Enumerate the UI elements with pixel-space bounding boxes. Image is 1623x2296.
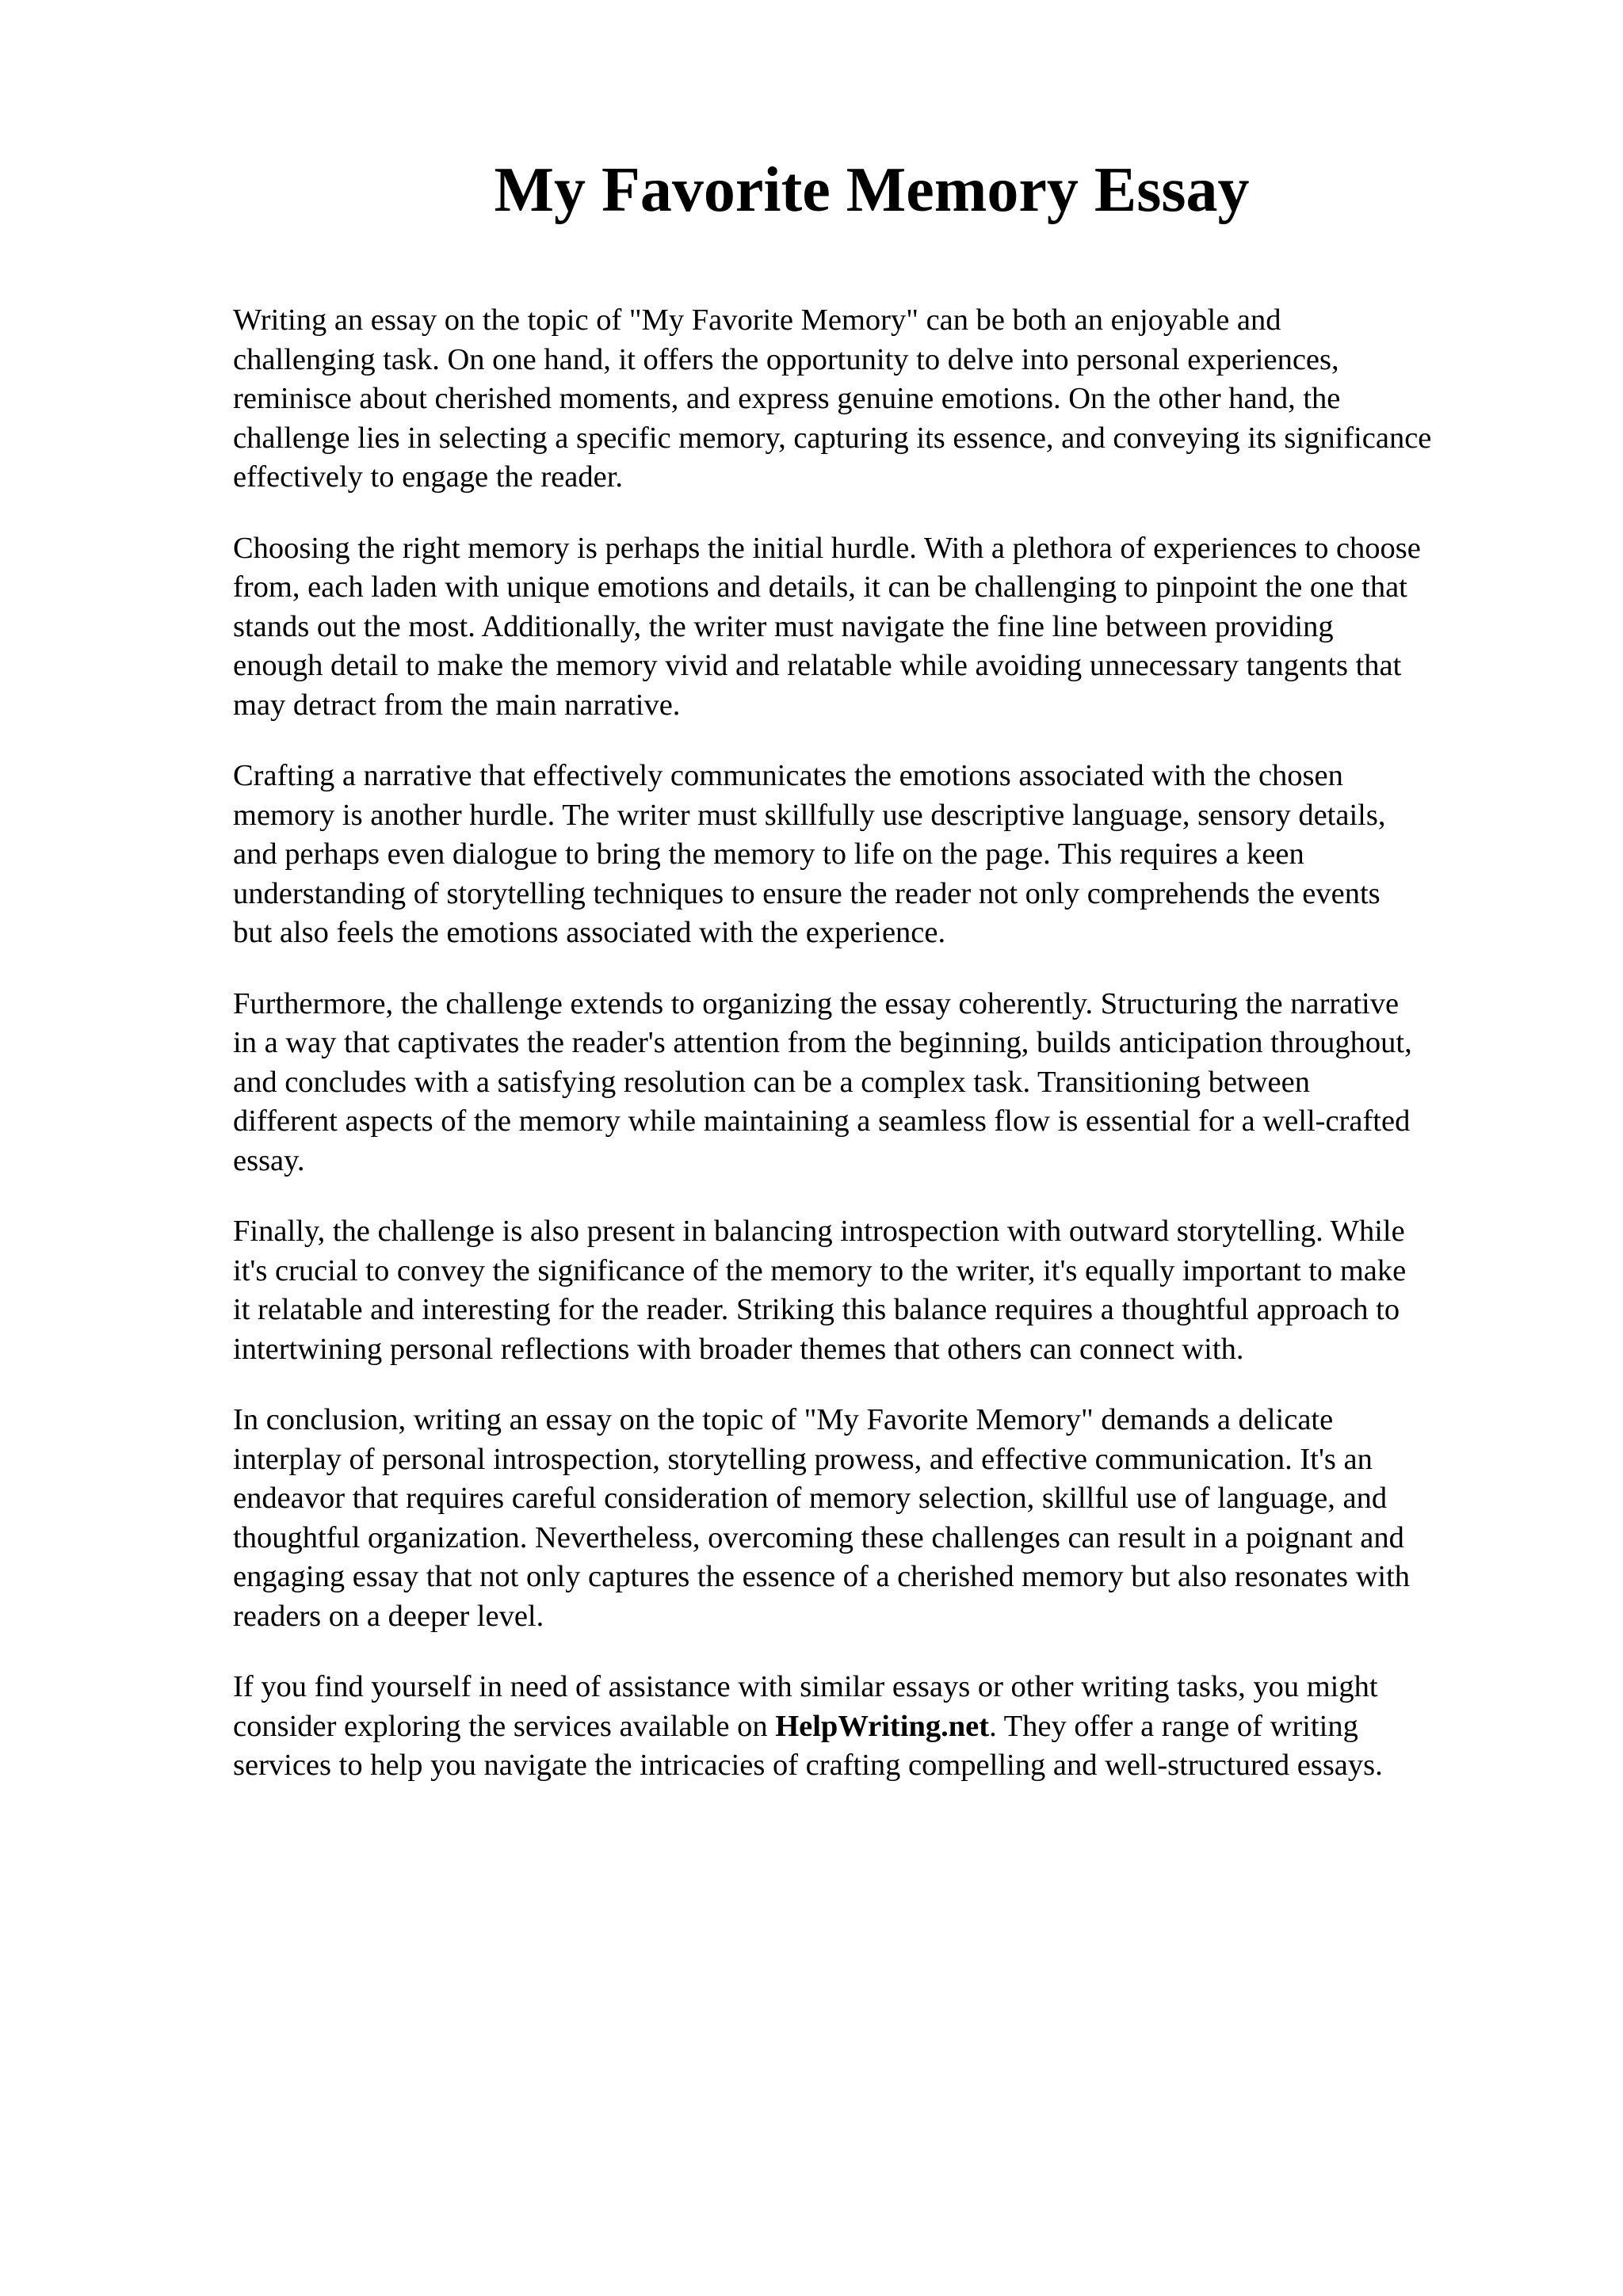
- paragraph-line: but also feels the emotions associated with the experience.: [233, 916, 946, 949]
- paragraph-3: [233, 757, 1580, 953]
- paragraph-line: endeavor that requires careful consideration of memory selection, skillful use of language, and: [233, 1482, 1388, 1515]
- paragraph-line: Finally, the challenge is also present in balancing introspection with outward storytelling. While: [233, 1215, 1405, 1248]
- paragraph-line: Writing an essay on the topic of "My Favorite Memory" can be both an enjoyable and: [233, 303, 1281, 337]
- paragraph-4: [233, 985, 1580, 1181]
- paragraph-line: Choosing the right memory is perhaps the initial hurdle. With a plethora of experiences to choose: [233, 531, 1421, 565]
- paragraph-7: [233, 1668, 1580, 1786]
- paragraph-text: . They offer a range of writing: [989, 1709, 1358, 1743]
- paragraph-line: services to help you navigate the intricacies of crafting compelling and well-structured essays.: [233, 1749, 1383, 1782]
- paragraph-line-with-link: [233, 1707, 1580, 1747]
- paragraph-line: and concludes with a satisfying resolution can be a complex task. Transitioning between: [233, 1065, 1310, 1099]
- paragraph-line: in a way that captivates the reader's attention from the beginning, builds anticipation throughout,: [233, 1026, 1412, 1059]
- paragraph-line: essay.: [233, 1143, 305, 1177]
- paragraph-line: Crafting a narrative that effectively communicates the emotions associated with the chosen: [233, 759, 1343, 792]
- paragraph-line: challenge lies in selecting a specific memory, capturing its essence, and conveying its significance: [233, 421, 1432, 455]
- page-title: My Favorite Memory Essay: [494, 155, 1250, 225]
- paragraph-line: engaging essay that not only captures the essence of a cherished memory but also resonates with: [233, 1560, 1411, 1593]
- paragraph-line: In conclusion, writing an essay on the topic of "My Favorite Memory" demands a delicate: [233, 1403, 1334, 1436]
- paragraph-line: reminisce about cherished moments, and express genuine emotions. On the other hand, the: [233, 382, 1341, 415]
- paragraph-text: consider exploring the services available on: [233, 1709, 776, 1743]
- paragraph-line: it's crucial to convey the significance of the memory to the writer, it's equally important to make: [233, 1253, 1407, 1287]
- paragraph-2: [233, 529, 1580, 726]
- paragraph-5: [233, 1212, 1580, 1369]
- paragraph-1: [233, 301, 1580, 498]
- paragraph-line: understanding of storytelling techniques to ensure the reader not only comprehends the events: [233, 876, 1381, 910]
- paragraph-line: it relatable and interesting for the reader. Striking this balance requires a thoughtful approach to: [233, 1293, 1400, 1326]
- paragraph-line: and perhaps even dialogue to bring the memory to life on the page. This requires a keen: [233, 837, 1304, 871]
- paragraph-line: from, each laden with unique emotions and details, it can be challenging to pinpoint the one that: [233, 570, 1407, 604]
- paragraph-line: challenging task. On one hand, it offers the opportunity to delve into personal experiences,: [233, 342, 1339, 376]
- paragraph-line: enough detail to make the memory vivid and relatable while avoiding unnecessary tangents that: [233, 649, 1402, 682]
- paragraph-line: effectively to engage the reader.: [233, 460, 624, 494]
- paragraph-line: intertwining personal reflections with broader themes that others can connect with.: [233, 1332, 1244, 1366]
- paragraph-line: If you find yourself in need of assistance with similar essays or other writing tasks, you might: [233, 1670, 1378, 1703]
- paragraph-line: Furthermore, the challenge extends to organizing the essay coherently. Structuring the narrative: [233, 986, 1400, 1020]
- helpwriting-brand-link[interactable]: HelpWriting.net: [775, 1709, 990, 1743]
- paragraph-line: different aspects of the memory while maintaining a seamless flow is essential for a well-crafted: [233, 1104, 1411, 1138]
- paragraph-6: [233, 1401, 1580, 1636]
- paragraph-line: stands out the most. Additionally, the writer must navigate the fine line between providing: [233, 609, 1334, 643]
- essay-body: [233, 301, 1580, 1817]
- paragraph-line: memory is another hurdle. The writer must skillfully use descriptive language, sensory details,: [233, 798, 1386, 832]
- paragraph-line: readers on a deeper level.: [233, 1599, 544, 1633]
- paragraph-line: thoughtful organization. Nevertheless, overcoming these challenges can result in a poignant and: [233, 1520, 1404, 1554]
- paragraph-line: interplay of personal introspection, storytelling prowess, and effective communication. It's an: [233, 1442, 1373, 1476]
- paragraph-line: may detract from the main narrative.: [233, 688, 681, 722]
